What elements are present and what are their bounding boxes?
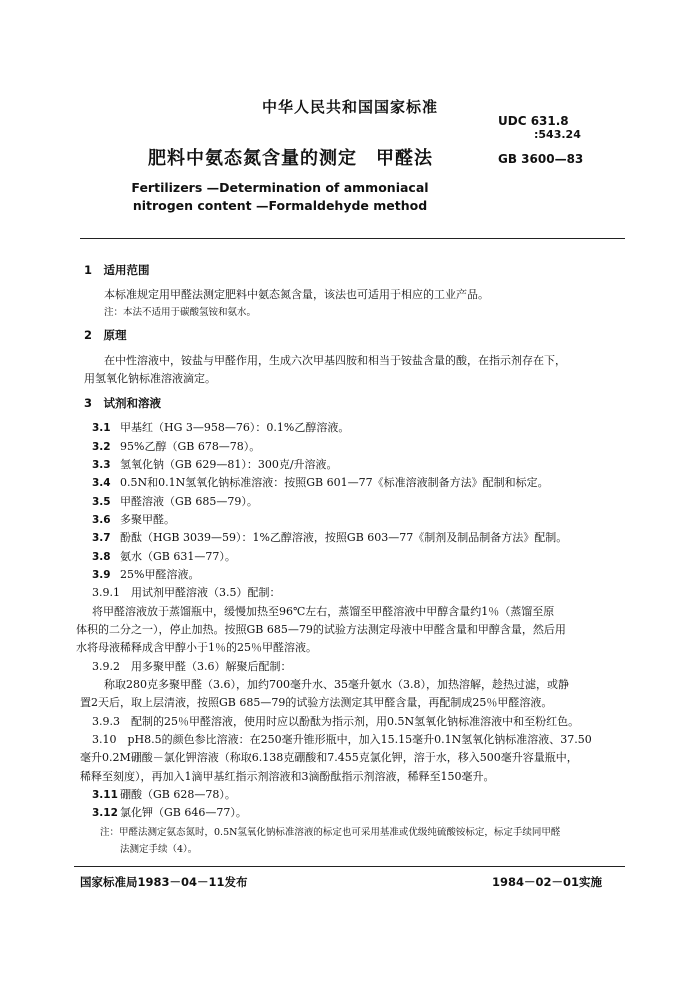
- udc-code-sub: :543.24: [534, 128, 581, 141]
- gb-number: GB 3600—83: [498, 152, 584, 166]
- reagent-item: 3.2 95%乙醇（GB 678—78）。: [92, 440, 261, 453]
- reagent-item: 3.1 甲基红（HG 3—958—76）：0.1%乙醇溶液。: [92, 421, 350, 434]
- paragraph-line: 体积的二分之一），停止加热。按照GB 685—79的试验方法测定母液中甲醛含量和甲醇含量，然后用: [76, 623, 566, 636]
- section-1-body: 本标准规定用甲醛法测定肥料中氨态氮含量，该法也可适用于相应的工业产品。: [104, 288, 489, 301]
- section-2-body-line2: 用氢氧化钠标准溶液滴定。: [84, 372, 216, 385]
- paragraph-line: 3.10 pH8.5的颜色参比溶液：在250毫升锥形瓶中，加入15.15毫升0.1N氢氧化钠标准溶液、37.50: [92, 733, 592, 746]
- reagent-item: 3.9 25%甲醛溶液。: [92, 568, 200, 581]
- paragraph-line: 稀释至刻度），再加入1滴甲基红指示剂溶液和3滴酚酞指示剂溶液，稀释至150毫升。: [80, 770, 495, 783]
- section-1-note: 注：本法不适用于碳酸氢铵和氨水。: [104, 307, 257, 318]
- reagent-item: 3.5 甲醛溶液（GB 685—79）。: [92, 495, 258, 508]
- document-title-en-line2: nitrogen content —Formaldehyde method: [132, 198, 428, 213]
- reagent-item: 3.6 多聚甲醛。: [92, 513, 175, 526]
- issue-date: 国家标准局1983－04－11发布: [80, 875, 248, 889]
- section-2-heading: 2 原理: [84, 328, 127, 342]
- paragraph-line: 置2天后，取上层清液，按照GB 685—79的试验方法测定其甲醛含量，再配制成25％甲醛溶液。: [80, 696, 553, 709]
- paragraph-line: 毫升0.2M硼酸－氯化钾溶液（称取6.138克硼酸和7.455克氯化钾，溶于水，移入500毫升容量瓶中，: [80, 751, 578, 764]
- effective-date: 1984－02－01实施: [492, 875, 603, 889]
- udc-code: UDC 631.8: [498, 114, 569, 128]
- section-3-heading: 3 试剂和溶液: [84, 396, 162, 410]
- paragraph-line: 水将母液稀释成含甲醇小于1％的25％甲醛溶液。: [76, 641, 317, 654]
- section-2-body-line1: 在中性溶液中，铵盐与甲醛作用，生成六次甲基四胺和相当于铵盐含量的酸，在指示剂存在下，: [104, 354, 566, 367]
- header-divider: [80, 238, 625, 239]
- paragraph-line: 将甲醛溶液放于蒸馏瓶中，缓慢加热至96℃左右，蒸馏至甲醛溶液中甲醇含量约1％（蒸馏至原: [92, 605, 555, 618]
- document-title-cn: 肥料中氨态氮含量的测定 甲醛法: [148, 148, 433, 169]
- document-title-en-line1: Fertilizers —Determination of ammoniacal: [131, 180, 429, 195]
- footer-divider: [74, 866, 625, 867]
- subsection-3-9-2-heading: 3.9.2 用多聚甲醛（3.6）解聚后配制：: [92, 660, 292, 673]
- subsection-3-9-3: 3.9.3 配制的25％甲醛溶液，使用时应以酚酞为指示剂，用0.5N氢氧化钠标准溶液中和至粉红色。: [92, 715, 580, 728]
- reagent-item: 3.12 氯化钾（GB 646—77）。: [92, 806, 247, 819]
- reagent-item: 3.8 氨水（GB 631—77）。: [92, 550, 236, 563]
- subsection-3-9-1-heading: 3.9.1 用试剂甲醛溶液（3.5）配制：: [92, 586, 281, 599]
- section-1-heading: 1 适用范围: [84, 263, 150, 277]
- section-3-note-line1: 注：甲醛法测定氨态氮时，0.5N氢氧化钠标准溶液的标定也可采用基准或优级纯硫酸铵标定，标定手续同甲醛: [100, 827, 561, 838]
- reagent-item: 3.11 硼酸（GB 628—78）。: [92, 788, 236, 801]
- national-standard-label: 中华人民共和国国家标准: [261, 98, 438, 116]
- paragraph-line: 称取280克多聚甲醛（3.6），加约700毫升水、35毫升氨水（3.8），加热溶解，趁热过滤，或静: [104, 678, 569, 691]
- reagent-item: 3.3 氢氧化钠（GB 629—81）：300克/升溶液。: [92, 458, 338, 471]
- reagent-item: 3.7 酚酞（HGB 3039—59）：1%乙醇溶液，按照GB 603—77《制剂及制品制备方法》配制。: [92, 531, 568, 544]
- reagent-item: 3.4 0.5N和0.1N氢氧化钠标准溶液：按照GB 601—77《标准溶液制备方法》配制和标定。: [92, 476, 549, 489]
- section-3-note-line2: 法测定手续（4）。: [120, 844, 198, 855]
